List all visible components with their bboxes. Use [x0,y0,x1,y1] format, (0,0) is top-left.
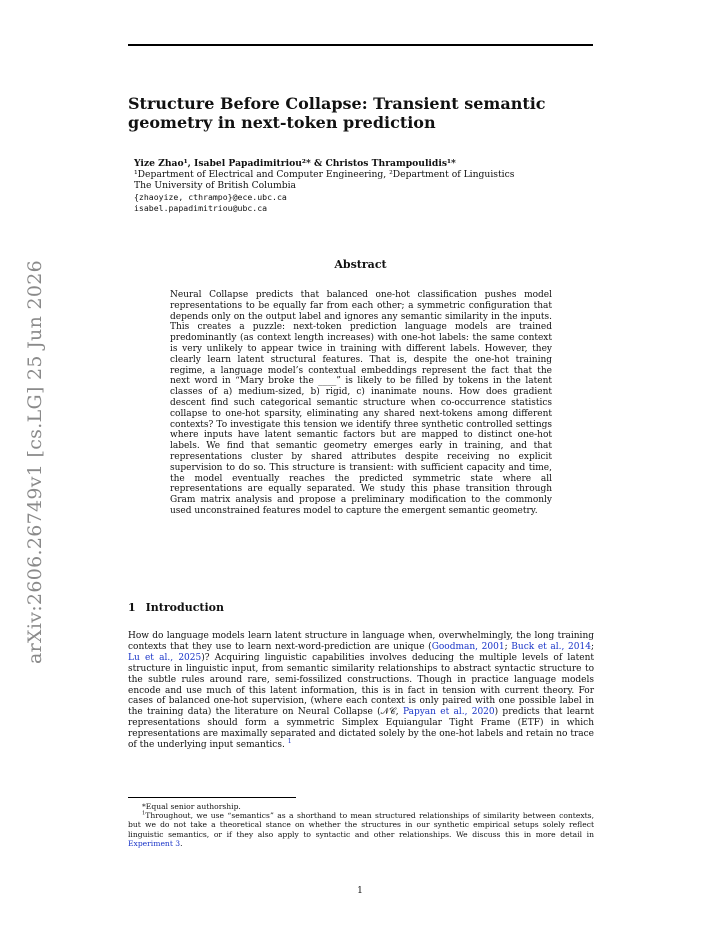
intro-paragraph [128,631,594,751]
abstract-text: Neural Collapse predicts that balanced one-hot classification pushes model representations to be equally far from each other; a symmetric configuration that depends only on the output label and ignores any semantic similarity in the inputs. This creates a puzzle: next-token prediction language models are trained predominantly (as context length increases) with one-hot labels: the same context is very unlikely to appear twice in training with different labels. However, they clearly learn latent structural features. That is, despite the one-hot training regime, a language model’s contextual embeddings represent the fact that the next word in “Mary broke the ____” is likely to be filled by tokens in the latent classes of a) medium-sized, b) rigid, c) inanimate nouns. How does gradient descent find such categorical semantic structure when co-occurrence statistics collapse to one-hot sparsity, eliminating any shared next-tokens among different contexts? To investigate this tension we identify three synthetic controlled settings where inputs have latent semantic factors but are mapped to distinct one-hot labels. We find that semantic geometry emerges early in training, and that representations cluster by shared attributes despite receiving no explicit supervision to do so. This structure is transient: with sufficient capacity and time, the model eventually reaches the predicted symmetric state where all representations are equally separated. We study this phase transition through Gram matrix analysis and propose a preliminary modification to the commonly used unconstrained features model to capture the emergent semantic geometry. [170,290,552,516]
intro-text-1: How do language models learn latent structure in language when, overwhelmingly, the long training contexts that they use to learn next-word-prediction are unique ( [128,631,594,652]
footnote-mark[interactable]: 1 [287,738,292,746]
top-rule [128,44,593,46]
citation-goodman[interactable]: Goodman, 2001 [431,641,505,652]
author-block [134,158,594,214]
paper-title: Structure Before Collapse: Transient semantic geometry in next-token prediction [128,94,546,132]
intro-sep-1: ; [504,641,512,652]
affiliations: ¹Department of Electrical and Computer Engineering, ²Department of Linguistics [134,169,515,181]
page-number: 1 [357,886,363,896]
citation-papyan[interactable]: Papyan et al., 2020 [402,707,495,718]
university: The University of British Columbia [134,180,297,192]
citation-lu[interactable]: Lu et al., 2025 [128,652,202,663]
footnote-1-text: Throughout, we use “semantics” as a shorthand to mean structured relationships of similarity between contexts, but we do not take a theoretical stance on whether the structures in our synthetic empirical setups solely reflect linguistic semantics, or if they also apply to syntactic and other relationships. We discuss this in more detail in [128,811,594,839]
citation-buck[interactable]: Buck et al., 2014 [511,641,591,652]
intro-text-2: )? Acquiring linguistic capabilities involves deducing the multiple levels of latent structure in linguistic input, from semantic similarity relationships to abstract syntactic structure to the subtle rules around rare, semi-fossilized constructions. Though in practice language models encode and use much of this latent information, this is in fact in tension with current theory. For cases of balanced one-hot supervision, (where each context is only paired with one possible label in the training data) the literature on Neural Collapse ( [128,652,594,718]
footnote-equal-authorship: *Equal senior authorship. [142,802,241,811]
intro-sep-3: , [395,707,403,718]
footnotes [128,802,594,848]
abstract-heading: Abstract [334,258,387,271]
experiment-3-link[interactable]: Experiment 3 [128,838,181,848]
nc-symbol: 𝒩𝒞 [380,707,396,718]
arxiv-identifier: arXiv:2606.26749v1 [cs.LG] 25 Jun 2026 [24,259,46,665]
intro-text-3: ) predicts that learnt representations should form a symmetric Simplex Equiangular Tight Frame (ETF) in which representations are maximally separated and dictated solely by the one-hot labels and retain no trace of the underlying input semantics. [128,707,594,751]
section-heading [128,601,224,614]
section-number: 1 [128,601,136,614]
section-title: Introduction [145,601,224,614]
intro-sep-2: ; [590,641,594,652]
author-names: Yize Zhao¹, Isabel Papadimitriou²* & Christos Thrampoulidis¹* [134,158,456,169]
footnote-rule [128,797,296,798]
email-line-1: {zhaoyize, cthrampo}@ece.ubc.ca [134,191,287,202]
footnote-1-mark: 1 [142,810,146,817]
footnote-1-end: . [180,838,183,848]
email-line-2: isabel.papadimitriou@ubc.ca [134,202,268,213]
footnote-1 [128,811,594,848]
